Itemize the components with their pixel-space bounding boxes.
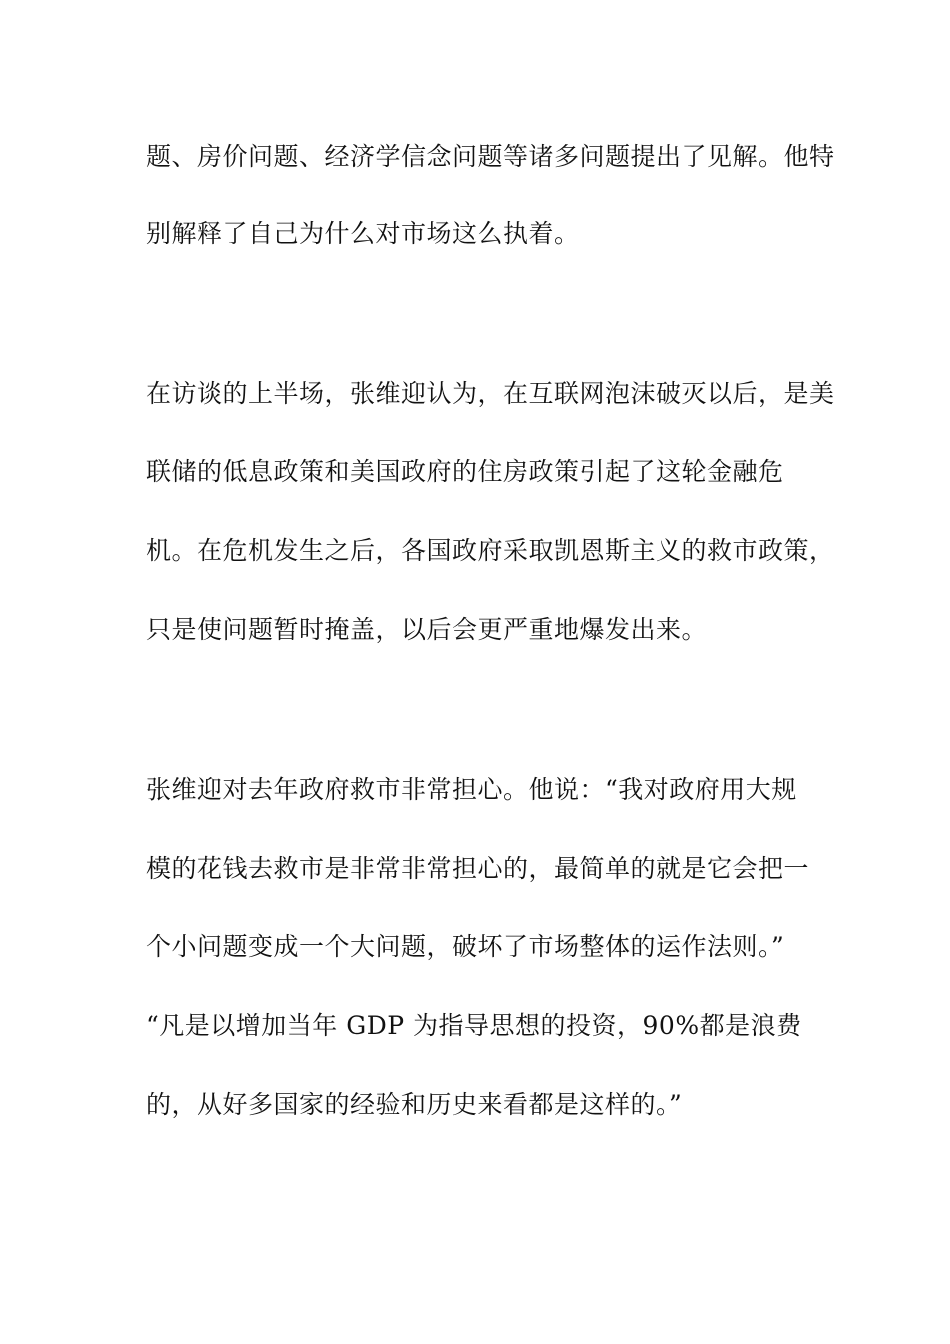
paragraph-1-line-2: 别解释了自己为什么对市场这么执着。 — [146, 219, 580, 248]
paragraph-2-line-4: 只是使问题暂时掩盖，以后会更严重地爆发出来。 — [146, 615, 708, 644]
paragraph-1-line-1: 题、房价问题、经济学信念问题等诸多问题提出了见解。他特 — [146, 142, 835, 171]
paragraph-3-line-3: 个小问题变成一个大问题，破坏了市场整体的运作法则。” — [146, 932, 785, 961]
paragraph-3-line-5: 的，从好多国家的经验和历史来看都是这样的。” — [146, 1090, 683, 1119]
paragraph-2-line-3: 机。在危机发生之后，各国政府采取凯恩斯主义的救市政策， — [146, 536, 835, 565]
paragraph-3-line-1: 张维迎对去年政府救市非常担心。他说：“我对政府用大规 — [146, 775, 797, 804]
paragraph-2-line-2: 联储的低息政策和美国政府的住房政策引起了这轮金融危 — [146, 457, 784, 486]
paragraph-2-line-1: 在访谈的上半场，张维迎认为，在互联网泡沫破灭以后，是美 — [146, 379, 835, 408]
paragraph-3-line-4: “凡是以增加当年 GDP 为指导思想的投资，90%都是浪费 — [146, 1011, 802, 1040]
paragraph-3-line-2: 模的花钱去救市是非常非常担心的，最简单的就是它会把一 — [146, 854, 810, 883]
